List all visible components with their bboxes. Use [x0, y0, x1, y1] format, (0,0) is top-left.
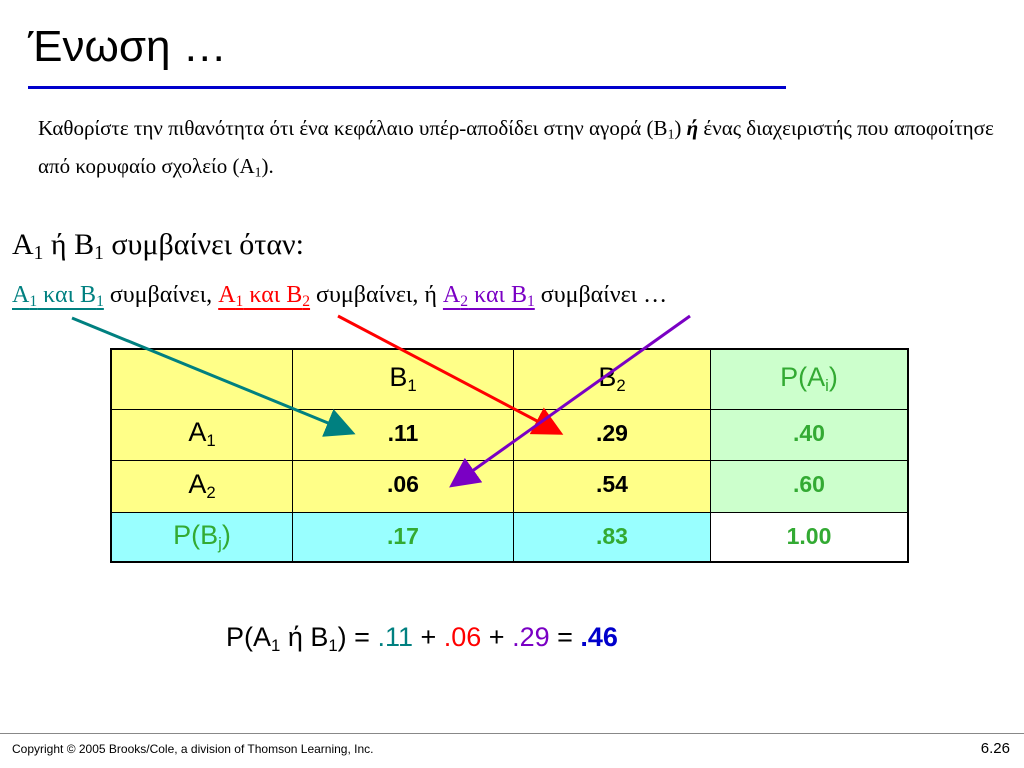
cell-p-b2: .83: [514, 512, 711, 562]
case-a1-b2: $A_1$ και $B_2$: [218, 282, 311, 310]
heading-rest: συμβαίνει όταν:: [103, 228, 304, 261]
col-header-b2: $B_2$: [514, 349, 711, 409]
para-text-4: ).: [261, 154, 274, 179]
para-text-2: ): [674, 116, 682, 140]
cell-grand-total: 1.00: [711, 512, 909, 562]
case-happens-3: συμβαίνει …: [534, 282, 668, 308]
copyright-text: Copyright © 2005 Brooks/Cole, a division of Thomson Learning, Inc.: [12, 742, 374, 756]
heading-a-sub: 1: [33, 242, 44, 264]
row-header-p-bj: $P(B_j)$: [111, 512, 293, 562]
para-sub-1: 1: [667, 126, 675, 142]
case-a1-b1: $A_1$ και $B_1$: [12, 282, 104, 310]
cell-a1-b1: .11: [293, 409, 514, 460]
cell-p-b1: .17: [293, 512, 514, 562]
formula-term-2: .06: [443, 622, 482, 652]
footer-divider: [0, 733, 1024, 734]
row-header-a1: $A_1$: [111, 409, 293, 460]
red-arrow: [338, 316, 558, 432]
formula-term-1: .11: [377, 622, 413, 652]
cell-a2-b1: .06: [293, 460, 514, 512]
case-happens-2: συμβαίνει, ή: [310, 282, 443, 308]
col-header-p-ai: $P(A_i)$: [711, 349, 909, 409]
cell-a2-b2: .54: [514, 460, 711, 512]
case-happens-1: συμβαίνει,: [103, 282, 219, 308]
col-header-b1: $B_1$: [293, 349, 514, 409]
formula-result: .46: [580, 622, 618, 652]
cell-a1-b2: .29: [514, 409, 711, 460]
page-number: 6.26: [980, 740, 1010, 757]
formula-term-3: .29: [512, 622, 550, 652]
cell-p-a1: .40: [711, 409, 909, 460]
para-text-3: ένας διαχειριστής που αποφοίτησε από κορυφαίο σχολείο (A: [38, 116, 994, 179]
purple-arrow: [454, 316, 690, 484]
cell-p-a2: .60: [711, 460, 909, 512]
row-header-a2: $A_2$: [111, 460, 293, 512]
teal-arrow: [72, 318, 350, 432]
union-formula: $P(A_1$ ή $B_1) = .11 + .06 + .29 = .46$: [226, 622, 618, 656]
heading-a: A: [12, 228, 34, 261]
heading-b-sub: 1: [94, 242, 104, 264]
para-sub-2: 1: [254, 164, 262, 180]
para-text-1: Καθορίστε την πιθανότητα ότι ένα κεφάλαιο υπέρ-αποδίδει στην αγορά (B: [38, 116, 668, 140]
slide-title: Ένωση …: [28, 22, 227, 71]
heading-mid: ή B: [43, 228, 95, 261]
para-bold-or: ή: [686, 116, 699, 140]
case-a2-b1: $A_2$ και $B_1$: [442, 282, 535, 310]
